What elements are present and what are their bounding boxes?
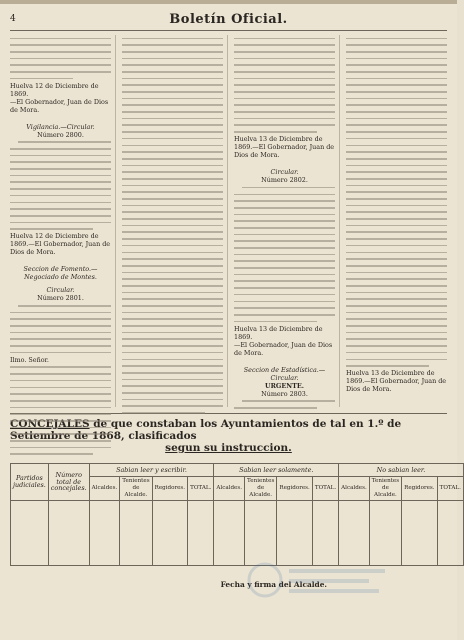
table-title-prefix: CONCEJALES [10, 418, 90, 430]
group-leer-solamente: Sabian leer solamente. [214, 464, 339, 477]
table-cell-empty [437, 501, 463, 566]
group-leer-escribir: Sabian leer y escribir. [89, 464, 214, 477]
page-number: 4 [10, 14, 16, 24]
section-heading: Vigilancia.—Circular. [26, 122, 95, 131]
circular-label: Circular. [46, 286, 75, 295]
col-regidores: Regidores. [402, 477, 437, 501]
column-3 [234, 35, 340, 407]
date-line: Huelva 12 de Diciembre de 1869. [10, 81, 99, 98]
signature-line: —El Gobernador, Juan de Dios de Mora. [234, 340, 333, 357]
column-1 [10, 35, 116, 407]
col-total: TOTAL. [437, 477, 463, 501]
table-cell-empty [369, 501, 401, 566]
table-title-rest: de que constaban los Ayuntamientos de tal en 1.º de Setiembre de 1868, clasificados [10, 418, 402, 442]
column-2 [122, 35, 228, 407]
date-line-2: Huelva 12 de Diciembre de 1869.—El Gobernador, Juan de Dios de Mora. [10, 232, 111, 257]
col-regidores: Regidores. [277, 477, 312, 501]
masthead [10, 8, 447, 31]
table-cell-empty [339, 501, 370, 566]
col-regidores: Regidores. [152, 477, 187, 501]
col-tenientes: Tenientes de Alcalde. [120, 477, 152, 501]
table-cell-empty [277, 501, 312, 566]
table-cell-empty [402, 501, 437, 566]
date-line-2: Huelva 13 de Diciembre de 1869. [234, 324, 323, 341]
date-line: Huelva 13 de Diciembre de 1869.—El Gobernador, Juan de Dios de Mora. [346, 369, 447, 394]
col-alcaldes: Alcaldes. [214, 477, 245, 501]
section-heading-estadistica: Seccion de Estadística.—Circular. [243, 365, 326, 382]
signature-line: —El Gobernador, Juan de Dios de Mora. [10, 97, 109, 114]
numero-label-c: Número 2803. [261, 389, 308, 398]
col-alcaldes: Alcaldes. [89, 477, 120, 501]
table-cell-empty [48, 501, 89, 566]
col-total: TOTAL. [188, 477, 214, 501]
column-4 [346, 35, 447, 407]
table-cell-empty [11, 501, 49, 566]
urgente-label: URGENTE. [265, 381, 304, 390]
numero-label-b: Número 2801. [37, 294, 84, 303]
section-heading-fomento: Seccion de Fomento.—Negociado de Montes. [23, 265, 98, 282]
signature-placeholder: Fecha y firma del Alcalde. [220, 580, 327, 589]
col-partidos: Partidos judiciales. [11, 464, 49, 501]
table-subtitle-text: segun su instruccion. [165, 442, 292, 454]
col-numero-total: Número total de concejales. [48, 464, 89, 501]
table-cell-empty [245, 501, 277, 566]
concejales-table [10, 463, 464, 566]
page-title: Boletín Oficial. [169, 11, 288, 27]
table-cell-empty [152, 501, 187, 566]
numero-label: Número 2802. [261, 176, 308, 185]
table-cell-empty [214, 501, 245, 566]
col-tenientes: Tenientes de Alcalde. [369, 477, 401, 501]
table-cell-empty [312, 501, 338, 566]
col-total: TOTAL. [312, 477, 338, 501]
col-alcaldes: Alcaldes. [339, 477, 370, 501]
circular-label: Circular. [270, 168, 299, 177]
table-cell-empty [120, 501, 152, 566]
page-top-edge [0, 0, 457, 4]
table-cell-empty [89, 501, 120, 566]
date-line: Huelva 13 de Diciembre de 1869.—El Gobernador, Juan de Dios de Mora. [234, 135, 335, 160]
salutation: Ilmo. Señor. [10, 355, 49, 364]
group-no-leer: No sabian leer. [339, 464, 464, 477]
numero-label: Número 2800. [37, 130, 84, 139]
table-cell-empty [188, 501, 214, 566]
text-columns [10, 35, 447, 407]
col-tenientes: Tenientes de Alcalde. [245, 477, 277, 501]
